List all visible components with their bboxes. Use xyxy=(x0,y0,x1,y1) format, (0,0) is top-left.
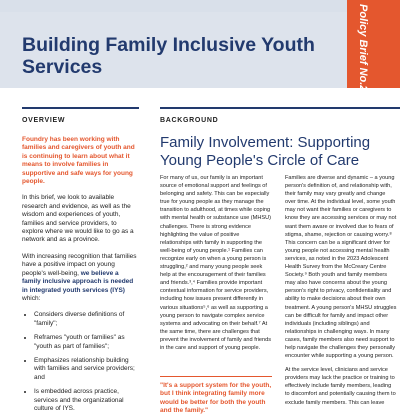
overview-recognition xyxy=(22,253,139,303)
policy-brief-tab xyxy=(347,0,400,92)
list-item: • Emphasizes relationship building with families and service providers; and xyxy=(34,357,139,382)
overview-column xyxy=(22,136,139,419)
recognition-highlight: we believe a family inclusive approach is needed in integrated youth services (IYS) xyxy=(22,269,134,294)
overview-intro: In this brief, we look to available research and evidence, as well as the wisdom and experiences of youth, families and service providers, to explore where we would like to go as a network and as a province. xyxy=(22,194,134,244)
header-band xyxy=(0,12,400,88)
background-column-1 xyxy=(160,174,272,358)
list-item: • Considers diverse definitions of "family"; xyxy=(34,311,139,328)
top-band xyxy=(0,0,400,12)
list-item: • Is embedded across practice, services and the organizational culture of IYS. xyxy=(34,388,139,413)
overview-divider xyxy=(22,107,139,109)
page-title: Building Family Inclusive Youth Services xyxy=(22,34,315,78)
list-item: • Reframes "youth or families" as "youth as part of families"; xyxy=(34,334,139,351)
recognition-text: With increasing recognition that families have a positive impact on young people's well-being, xyxy=(22,252,137,277)
quote-divider xyxy=(160,376,272,377)
pull-quote: "It's a support system for the youth, but I think integrating family more would be better for both the youth and the family." xyxy=(160,382,272,415)
overview-label: OVERVIEW xyxy=(22,117,66,124)
background-label: BACKGROUND xyxy=(160,117,219,124)
recognition-tail: which: xyxy=(22,294,41,302)
policy-brief-label: Policy Brief No.2 xyxy=(357,4,369,92)
overview-lead: Foundry has been working with families and caregivers of youth and is continuing to learn about what it means to involve families in supportive and safe ways for young people. xyxy=(22,136,135,186)
background-divider xyxy=(160,107,400,109)
background-heading: Family Involvement: Supporting Young People's Circle of Care xyxy=(160,134,371,169)
background-paragraph: Families are diverse and dynamic – a young person's definition of, and relationship with, their family may vary greatly and change over time. At the individual level, some youth may not want their families or caregivers to know they are accessing services or may not want them aware or involved due to fears of stigma, shame, rejection or causing worry.⁸ This concern can be a significant driver for young people not accessing mental health services, as noted in the 2023 Adolescent Health Survey from the McCreary Centre Society.⁹ Both youth and family members may also have concerns about the young person's right to privacy, confidentiality and ability to make decisions about their own treatment. A young person's MHSU struggles can be difficult for family and impact other individuals (including siblings) and relationships in challenging ways. In many cases, family members also need support to help navigate the challenges they personally encounter while supporting a young person. xyxy=(285,175,397,360)
overview-bullets xyxy=(22,311,139,413)
background-paragraph: For many of us, our family is an important source of emotional support and feelings of belonging and safety. This can be especially true for young people as they manage the transition to adulthood, at times while coping with mental health or substance use (MHSU) challenges. There is strong evidence highlighting the value of positive relationships with family in supporting the well-being of young people.¹ Families can recognize early on when a young person is struggling,² and many young people seek help at the encouragement of their families and friends.³,⁴ Families provide important contextual information for service providers, including how issues present differently in various situations⁵,⁶ as well as supporting a young person to navigate complex service systems and advocating on their behalf.⁷ At the same time, there are challenges that prevent the involvement of family and friends in the care and support of young people. xyxy=(160,175,272,351)
background-column-2 xyxy=(285,174,397,413)
background-paragraph: At the service level, clinicians and service providers may lack the practice or training to effectively include family members, leading to discomfort and potentially causing them to exclude family members. This can leave xyxy=(285,367,396,406)
